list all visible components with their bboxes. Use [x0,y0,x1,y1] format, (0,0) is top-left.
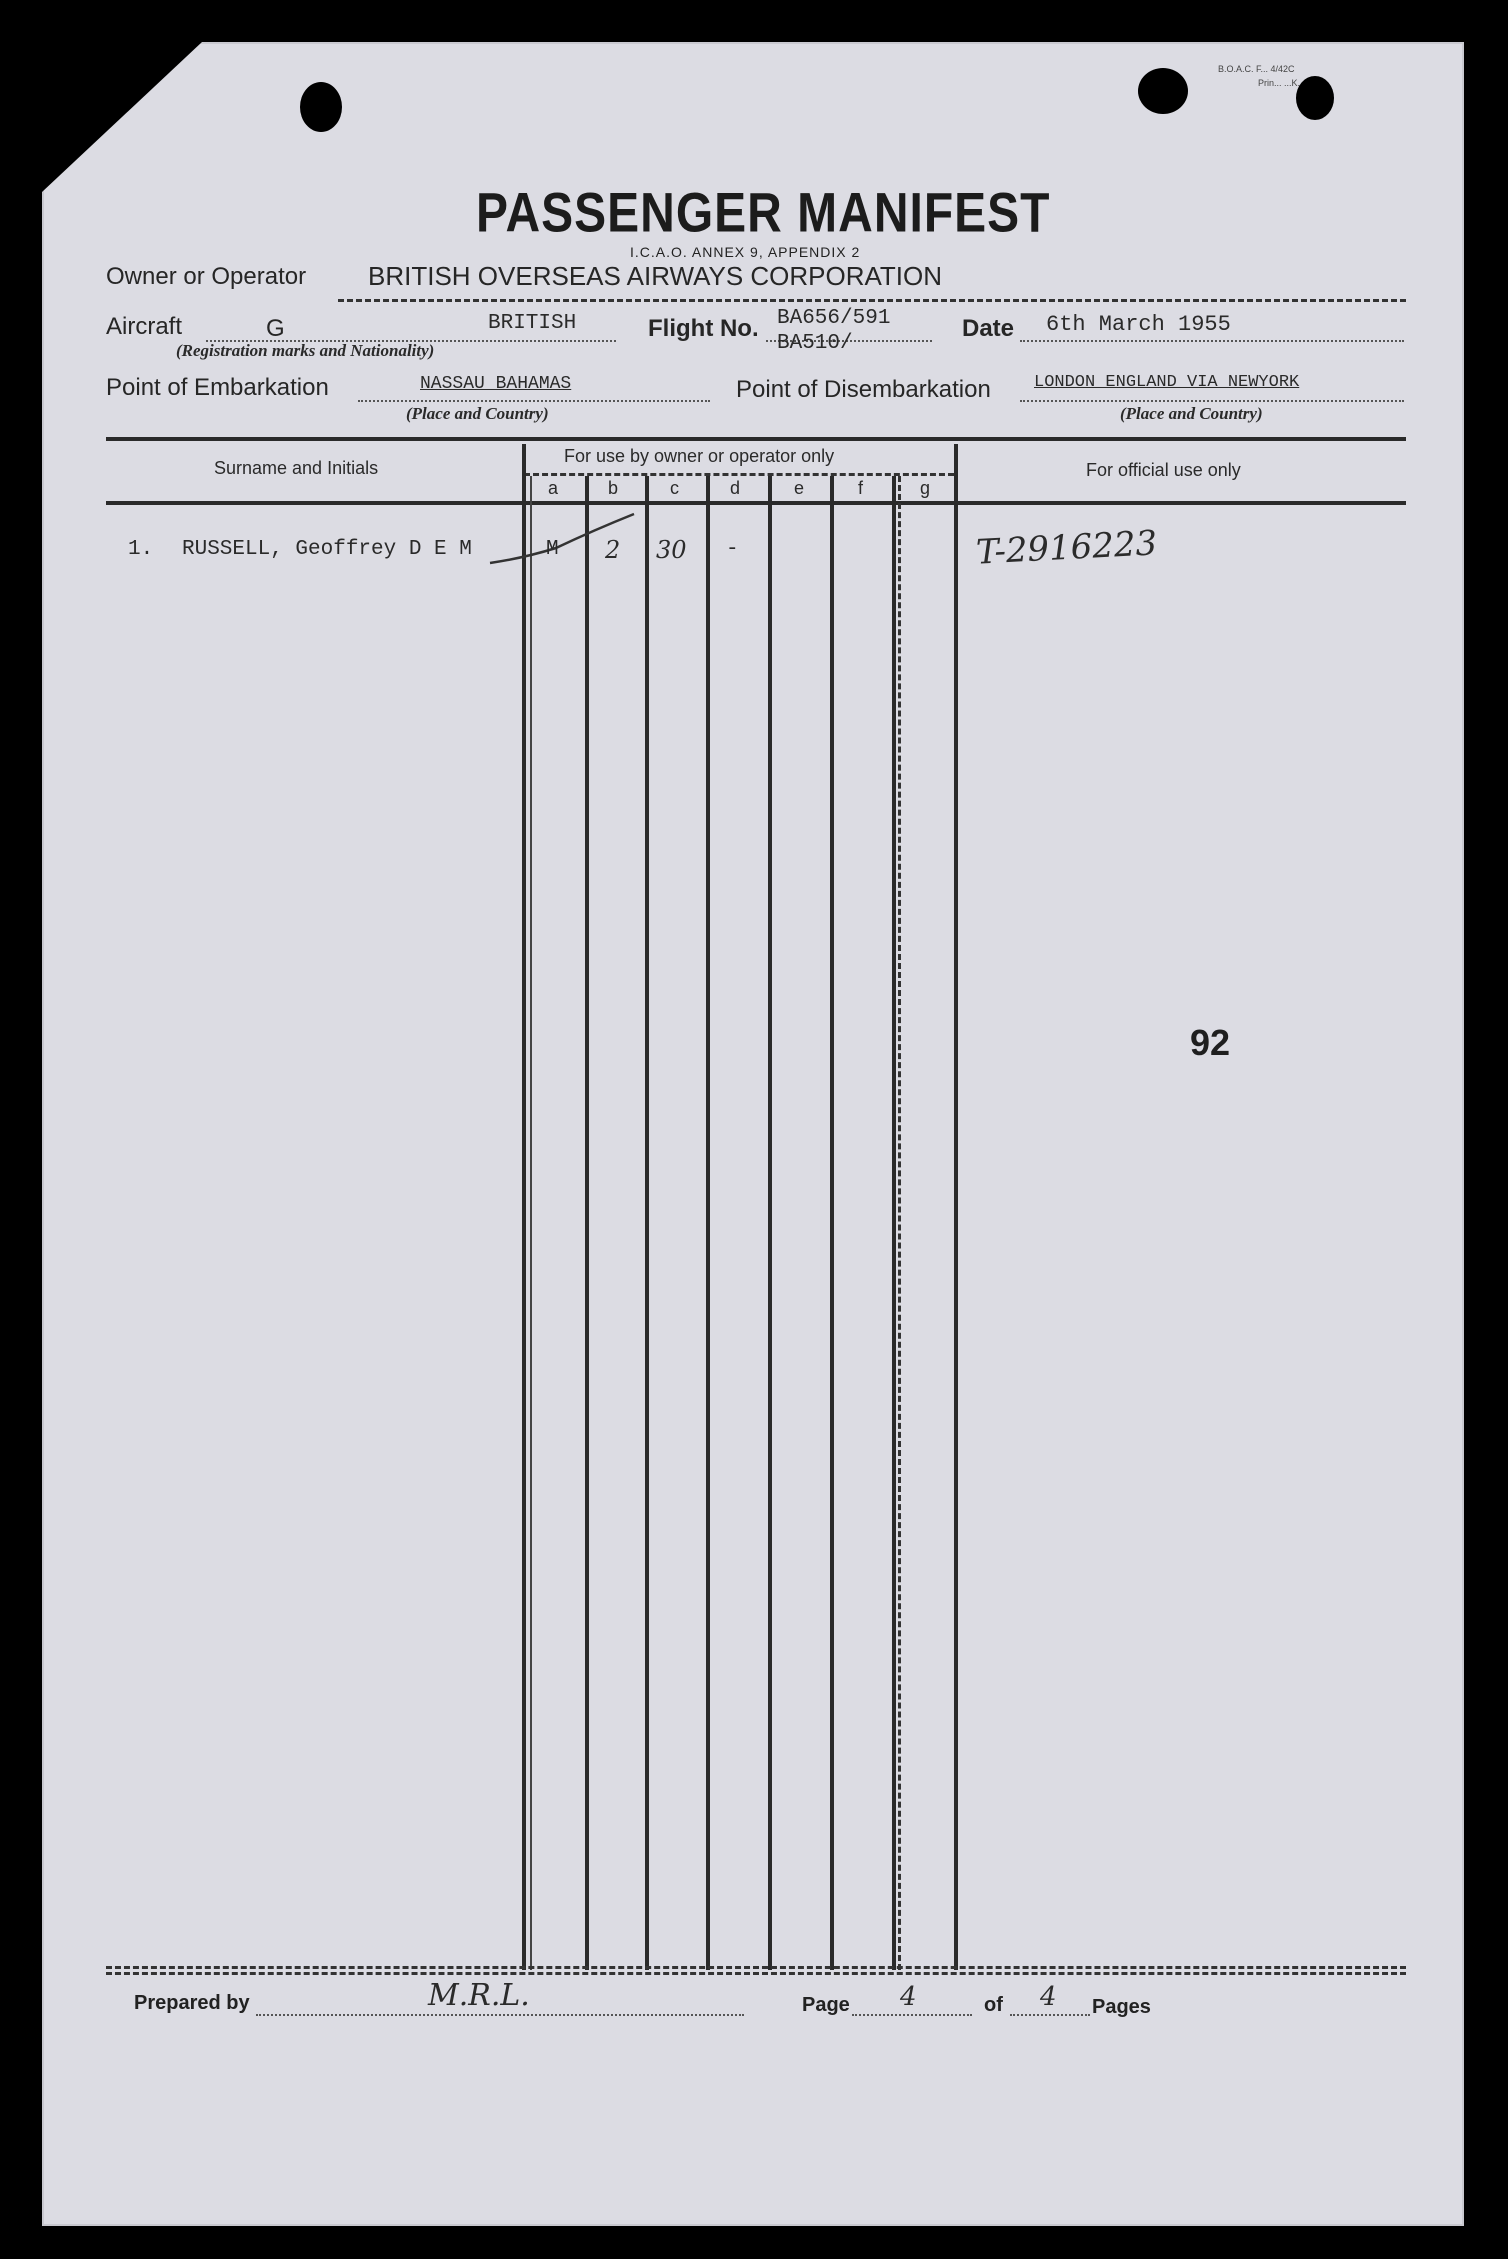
prepared-value: M.R.L. [428,1978,530,2013]
row-col-d: - [726,538,739,561]
aircraft-registration: G [266,315,285,342]
page-value: 4 [900,1982,917,2012]
col-b-header: b [608,478,619,498]
row-col-a: M [546,538,559,561]
flight-value-1: BA656/591 [777,307,891,330]
date-line [1020,340,1404,342]
col-divider-fg [892,476,896,1970]
table-bottom-rule-2 [106,1972,1406,1975]
col-divider-a [530,476,532,1970]
of-value: 4 [1040,1982,1057,2012]
owner-use-header: For use by owner or operator only [564,446,835,466]
flight-value-2: BA510/ [777,332,853,355]
col-a-header: a [548,478,559,498]
form-reference: B.O.A.C. F... 4/42C [1218,64,1295,74]
pages-label: Pages [1092,1996,1151,2018]
table-top-rule [106,437,1406,441]
prepared-line [256,2014,744,2016]
embarkation-note: (Place and Country) [406,404,549,423]
col-divider-g-inner [898,476,901,1970]
date-value: 6th March 1955 [1046,312,1231,337]
col-d-header: d [730,478,741,498]
punch-hole-right-2 [1296,76,1334,120]
torn-corner [42,42,202,192]
official-use-header: For official use only [1086,460,1241,480]
divider [338,299,1406,302]
owner-label: Owner or Operator [106,263,307,290]
disembarkation-label: Point of Disembarkation [736,376,991,403]
col-e-header: e [794,478,805,498]
disembarkation-value: LONDON ENGLAND VIA NEWYORK [1034,373,1300,392]
table-header-rule [106,501,1406,505]
col-c-header: c [670,478,679,498]
page-title: PASSENGER MANIFEST [476,183,1051,244]
col-divider-official [954,444,958,1970]
print-note: Prin... ...K. [1258,78,1301,88]
owner-value: BRITISH OVERSEAS AIRWAYS CORPORATION [368,261,943,291]
punch-hole-right-1 [1138,68,1188,114]
of-label: of [984,1994,1003,2016]
official-use-entry: T-2916223 [975,523,1159,573]
stamp-number: 92 [1190,1022,1231,1063]
disembarkation-note: (Place and Country) [1120,404,1263,423]
passenger-name: RUSSELL, Geoffrey D E M [182,538,472,561]
embarkation-label: Point of Embarkation [106,374,329,401]
col-divider-bc [645,476,649,1970]
embarkation-value: NASSAU BAHAMAS [420,374,572,394]
row-col-b: 2 [605,536,621,564]
of-line [1010,2014,1090,2016]
page-label: Page [802,1994,850,2016]
aircraft-label: Aircraft [106,313,183,340]
embarkation-line [358,400,710,402]
aircraft-nationality: BRITISH [488,312,577,335]
manifest-sheet [42,42,1464,2226]
col-g-header: g [920,478,931,498]
col-f-header: f [858,478,864,498]
page-line [852,2014,972,2016]
punch-hole-left [300,82,342,132]
col-divider-ab [585,476,589,1970]
table-bottom-rule-1 [106,1966,1406,1969]
col-divider-name [522,444,526,1970]
col-divider-cd [706,476,710,1970]
row-number: 1. [128,538,154,561]
col-divider-de [768,476,772,1970]
date-label: Date [962,315,1015,342]
col-divider-ef [830,476,834,1970]
aircraft-note: (Registration marks and Nationality) [176,341,435,360]
prepared-label: Prepared by [134,1992,250,2014]
page-subtitle: I.C.A.O. ANNEX 9, APPENDIX 2 [630,244,861,260]
disembarkation-line [1020,400,1404,402]
flight-label: Flight No. [648,315,759,342]
surname-header: Surname and Initials [214,458,379,478]
row-col-c: 30 [656,536,687,564]
